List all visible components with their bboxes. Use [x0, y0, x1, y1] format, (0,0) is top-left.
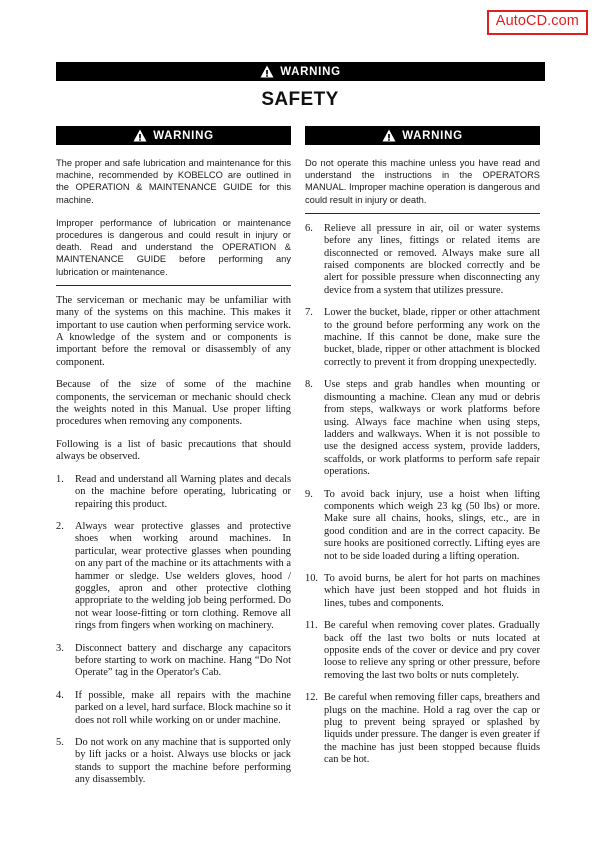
list-item — [305, 379, 540, 478]
list-item-text: To avoid burns, be alert for hot parts on machines which have just been stopped and hot fluids in lines, tubes and components. — [324, 572, 540, 609]
list-item-text: Lower the bucket, blade, ripper or other attachment to the ground before performing any work on the machine. If this cannot be done, make sure the bucket, blade, ripper or other attachment is blocked correctly to prevent it from dropping unexpectedly. — [324, 307, 540, 368]
left-intro-paragraph-2: Improper performance of lubrication or maintenance procedures is dangerous and could result in injury or death. Read and understand the OPERATION & MAINTENANCE GUIDE before performing any lubrication or maintenance. — [56, 217, 291, 277]
list-item — [305, 620, 540, 682]
list-item — [305, 223, 540, 297]
left-body-paragraph-1: The serviceman or mechanic may be unfamiliar with many of the systems on this machine. This makes it important to use caution when performing service work. A knowledge of the system and or components is important before the removal or disassembly of any component. — [56, 294, 291, 368]
list-item — [56, 474, 291, 511]
list-item — [56, 521, 291, 633]
warning-triangle-icon — [260, 65, 274, 78]
list-item-number: 2. — [56, 520, 64, 532]
page-warning-label: WARNING — [280, 65, 341, 78]
list-item-text: Be careful when removing cover plates. Gradually back off the last two bolts or nuts located at opposite ends of the cover or device and pry cover loose to relieve any spring or other pressure, before removing the last two bolts or nuts completely. — [324, 620, 540, 681]
right-divider — [305, 213, 540, 214]
left-body-paragraph-3: Following is a list of basic precautions that should always be observed. — [56, 438, 291, 463]
list-item-number: 9. — [305, 488, 313, 500]
list-item — [56, 737, 291, 787]
list-item-text: Be careful when removing filler caps, breathers and plugs on the machine. Hold a rag over the cap or plug to prevent being sprayed or splashed by liquids under pressure. The danger is even greater if the machine has just been stopped because fluids can be hot. — [324, 692, 540, 766]
right-warning-banner — [305, 126, 540, 145]
list-item-text: To avoid back injury, use a hoist when lifting components which weigh 23 kg (50 lbs) or more. Make sure all chains, hooks, slings, etc., are in good condition and are in the correct capacity. Be sure hooks are positioned correctly. Lifting eyes are not to be side loaded during a lifting operation. — [324, 488, 540, 562]
left-column — [56, 126, 291, 797]
warning-triangle-icon — [382, 129, 396, 142]
list-item-number: 4. — [56, 689, 64, 701]
list-item-number: 7. — [305, 307, 313, 319]
left-intro-paragraph-1: The proper and safe lubrication and maintenance for this machine, recommended by KOBELCO are outlined in the OPERATION & MAINTENANCE GUIDE for this machine. — [56, 158, 291, 205]
list-item — [56, 643, 291, 680]
left-warning-label: WARNING — [153, 129, 214, 142]
list-item-number: 10. — [305, 572, 318, 584]
right-precaution-list — [305, 223, 540, 767]
list-item — [305, 573, 540, 610]
list-item — [56, 690, 291, 727]
page-warning-banner — [56, 62, 545, 81]
list-item-text: Do not work on any machine that is supported only by lift jacks or a hoist. Always use blocks or jack stands to support the machine before performing any disassembly. — [75, 737, 291, 786]
right-intro-paragraph-1: Do not operate this machine unless you have read and understand the instructions in the OPERATORS MANUAL. Improper machine operation is dangerous and could result in injury or death. — [305, 158, 540, 205]
list-item-text: Relieve all pressure in air, oil or water systems before any lines, fittings or related items are disconnected or removed. Always make sure all raised components are blocked correctly and be alert for possible pressure when disconnecting any device from a system that utilizes pressure. — [324, 222, 540, 296]
left-divider — [56, 285, 291, 286]
list-item-number: 3. — [56, 642, 64, 654]
list-item-number: 6. — [305, 222, 313, 234]
autocd-watermark-text: AutoCD.com — [495, 13, 579, 29]
list-item-number: 12. — [305, 692, 318, 704]
list-item-text: Use steps and grab handles when mounting or dismounting a machine. Clean any mud or debris from steps, walkways or work platforms before using. Always face machine when using steps, ladders and walkways. When it is not possible to use the designed access system, provide ladders, scaffolds, or work platforms to perform safe repair operations. — [324, 379, 540, 478]
right-column — [305, 126, 540, 797]
list-item-text: If possible, make all repairs with the machine parked on a level, hard surface. Block machine so it does not roll while working on or under machine. — [75, 689, 291, 726]
list-item-number: 8. — [305, 379, 313, 391]
list-item-text: Disconnect battery and discharge any capacitors before starting to work on machine. Hang “Do Not Operate” tag in the Operator's Cab. — [75, 642, 291, 679]
list-item-number: 5. — [56, 737, 64, 749]
left-body-paragraph-2: Because of the size of some of the machine components, the serviceman or mechanic should check the weights noted in this Manual. Use proper lifting procedures when removing any components. — [56, 379, 291, 428]
list-item — [305, 307, 540, 369]
autocd-watermark — [487, 10, 588, 35]
list-item — [305, 489, 540, 563]
left-precaution-list — [56, 474, 291, 787]
two-column-body — [56, 126, 545, 797]
right-warning-label: WARNING — [402, 129, 463, 142]
list-item — [305, 692, 540, 766]
list-item-text: Read and understand all Warning plates and decals on the machine before operating, lubricating or repairing this product. — [75, 473, 291, 510]
left-warning-banner — [56, 126, 291, 145]
list-item-number: 11. — [305, 620, 318, 632]
list-item-number: 1. — [56, 473, 64, 485]
list-item-text: Always wear protective glasses and protective shoes when working around machines. In particular, wear protective glasses when pounding on any part of the machine or its attachments with a hammer or sledge. Use welders gloves, hood / goggles, apron and other protective clothing appropriate to the welding job being performed. Do not wear loose-fitting or torn clothing. Remove all rings from fingers when working on machinery. — [75, 520, 291, 632]
warning-triangle-icon — [133, 129, 147, 142]
page-title: SAFETY — [261, 89, 339, 110]
